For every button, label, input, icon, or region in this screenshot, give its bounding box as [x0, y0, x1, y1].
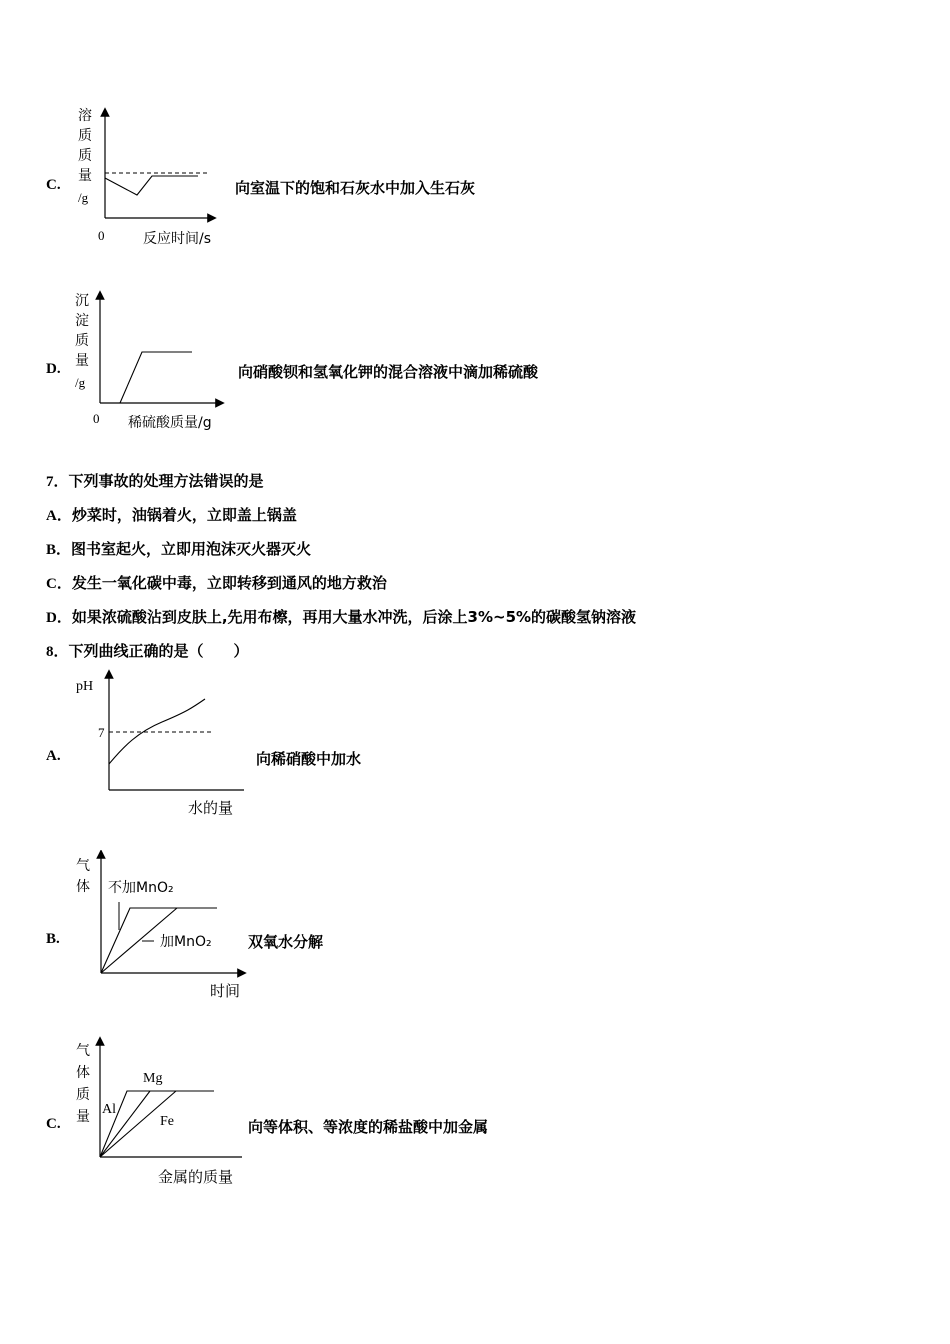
option-text: 炒菜时，油锅着火，立即盖上锅盖 — [71, 506, 297, 524]
q7-option-c — [46, 572, 387, 593]
option-letter: C． — [46, 576, 72, 592]
option-letter: D. — [46, 361, 61, 377]
solute-curve — [105, 176, 198, 195]
origin-label: 0 — [98, 228, 105, 243]
ph-graph — [72, 668, 254, 818]
precipitate-mass-graph — [70, 285, 240, 435]
question-number: 7． — [46, 474, 69, 490]
label-fe: Fe — [160, 1114, 174, 1129]
y-label-char: 体 — [76, 1065, 90, 1081]
y-label-char: 气 — [76, 1043, 90, 1059]
x-axis-label: 时间 — [210, 982, 241, 1000]
y-label-char: 质 — [75, 333, 89, 349]
y-label-char: 质 — [78, 128, 92, 144]
curve-mg — [100, 1091, 150, 1157]
precipitate-curve — [120, 352, 192, 403]
question-number: 8． — [46, 644, 69, 660]
solute-mass-graph — [70, 100, 230, 250]
q7-option-d — [46, 606, 636, 627]
tick-label-7: 7 — [98, 725, 105, 740]
option-text: 图书室起火，立即用泡沫灭火器灭火 — [71, 540, 312, 558]
option-letter: D． — [46, 610, 72, 626]
y-label-unit: /g — [78, 190, 89, 205]
option-letter: A. — [46, 748, 61, 764]
option-caption: 双氧水分解 — [248, 933, 324, 951]
option-letter: C. — [46, 1116, 61, 1132]
curve-al — [100, 1091, 214, 1157]
option-text: 发生一氧化碳中毒，立即转移到通风的地方救治 — [71, 574, 387, 592]
option-letter: B． — [46, 542, 72, 558]
x-axis-label: 反应时间/s — [143, 231, 212, 247]
label-al: Al — [102, 1102, 116, 1117]
option-caption: 向等体积、等浓度的稀盐酸中加金属 — [248, 1118, 489, 1136]
question-text: 下列事故的处理方法错误的是 — [68, 472, 264, 490]
option-text: 如果浓硫酸沾到皮肤上,先用布檫，再用大量水冲洗，后涂上3%~5%的碳酸氢钠溶液 — [71, 608, 637, 626]
y-label-char: 量 — [76, 1109, 90, 1125]
y-label-char: 溶 — [78, 108, 92, 124]
question-7-stem — [46, 470, 264, 491]
label-without-mno2: 不加MnO₂ — [108, 880, 174, 896]
q7-option-a — [46, 504, 297, 525]
question-8-stem — [46, 640, 249, 661]
label-mg: Mg — [143, 1071, 163, 1086]
x-axis-label: 水的量 — [188, 799, 234, 817]
question-text: 下列曲线正确的是（ ） — [68, 642, 249, 660]
y-label-unit: /g — [75, 375, 86, 390]
option-letter: A． — [46, 508, 72, 524]
option-letter: B. — [46, 931, 60, 947]
q7-option-b — [46, 538, 311, 559]
y-label-char: 体 — [76, 879, 90, 895]
option-caption: 向室温下的饱和石灰水中加入生石灰 — [235, 179, 476, 197]
option-letter: C. — [46, 177, 61, 193]
y-label-char: 淀 — [75, 313, 89, 329]
y-label-char: 质 — [78, 148, 92, 164]
origin-label: 0 — [93, 411, 100, 426]
gas-volume-graph — [72, 850, 248, 1002]
y-label-char: 沉 — [75, 293, 89, 309]
label-with-mno2: 加MnO₂ — [160, 934, 212, 950]
y-axis-label: pH — [76, 679, 94, 694]
x-axis-label: 稀硫酸质量/g — [128, 415, 212, 431]
y-label-char: 量 — [75, 353, 89, 369]
x-axis-label: 金属的质量 — [158, 1168, 234, 1186]
y-label-char: 量 — [78, 168, 92, 184]
option-caption: 向硝酸钡和氢氧化钾的混合溶液中滴加稀硫酸 — [238, 363, 539, 381]
y-label-char: 质 — [76, 1087, 90, 1103]
gas-mass-graph — [72, 1035, 248, 1190]
option-caption: 向稀硝酸中加水 — [256, 750, 362, 768]
y-label-char: 气 — [76, 858, 90, 874]
